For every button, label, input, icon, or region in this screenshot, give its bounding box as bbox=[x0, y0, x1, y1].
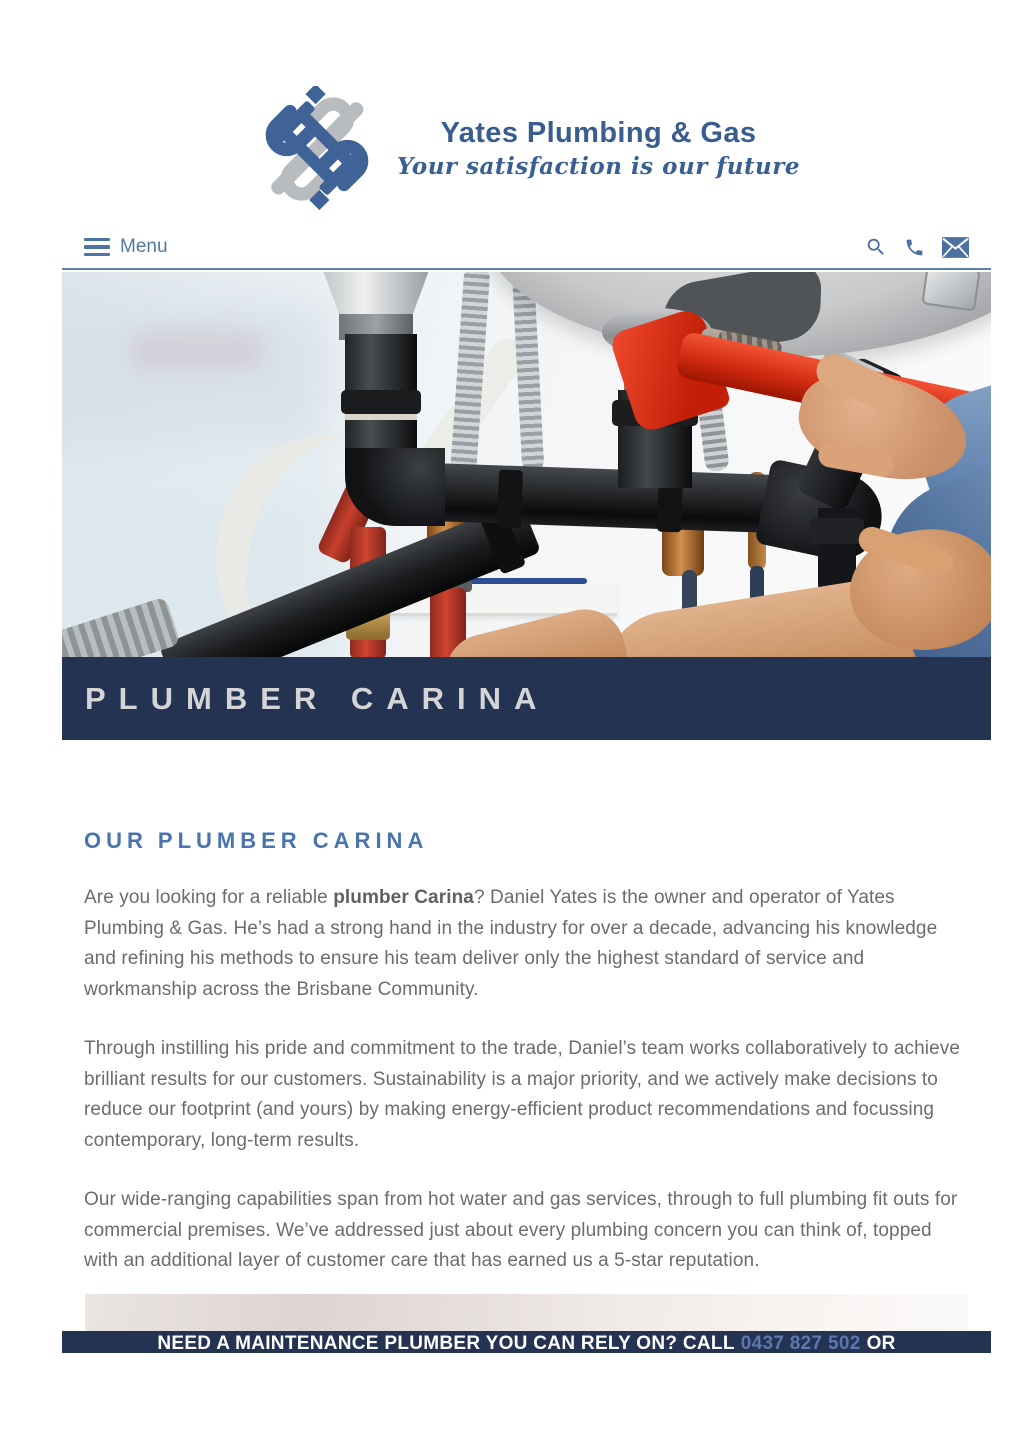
cta-text-before: NEED A MAINTENANCE PLUMBER YOU CAN RELY ON? CALL bbox=[157, 1332, 735, 1353]
cta-background-image bbox=[85, 1294, 968, 1331]
page-title-banner bbox=[62, 657, 991, 740]
site-logo[interactable] bbox=[62, 0, 991, 210]
nav-icons bbox=[865, 236, 969, 258]
hero-art-pipe-ring bbox=[341, 390, 421, 414]
body-paragraph: Our wide-ranging capabilities span from hot water and gas services, through to full plumbing fit outs for commercial premises. We’ve addressed just about every plumbing concern you can think of, topped with an additional layer of customer care that has earned us a 5-star reputation. bbox=[84, 1189, 958, 1271]
cta-phone-link[interactable]: 0437 827 502 bbox=[740, 1332, 861, 1353]
paragraph-text: ? Daniel Yates is the owner and operator of Yates Plumbing & Gas. He’s had a strong hand in the industry for over a decade, advancing his knowledge and refining his methods to ensure his team deliver only the highest standard of service and workmanship across the Brisbane Community. bbox=[84, 887, 938, 1000]
main-content bbox=[62, 828, 991, 1277]
cta-bar bbox=[62, 1331, 991, 1353]
cta-text-after: OR bbox=[866, 1332, 896, 1353]
intro-paragraph bbox=[84, 883, 969, 1005]
phone-icon[interactable] bbox=[904, 237, 925, 258]
hero-art-chrome-cone bbox=[314, 272, 438, 320]
cta-text bbox=[62, 1331, 991, 1353]
hero-image bbox=[62, 272, 991, 657]
hamburger-icon bbox=[84, 238, 110, 257]
body-paragraph: Through instilling his pride and commitment to the trade, Daniel’s team works collaboratively to achieve brilliant results for our customers. Sustainability is a major priority, and we actively make decisions to reduce our footprint (and yours) by making energy-efficient product recommendations and focussing contemporary, long-term results. bbox=[84, 1038, 961, 1151]
brand-name: Yates Plumbing & Gas bbox=[440, 116, 757, 149]
search-icon[interactable] bbox=[865, 236, 887, 258]
menu-label: Menu bbox=[120, 236, 168, 257]
menu-button[interactable] bbox=[84, 236, 168, 258]
brand-tagline: Your satisfaction is our future bbox=[396, 152, 801, 180]
section-heading bbox=[84, 828, 969, 854]
section-heading-prefix: OUR bbox=[84, 828, 148, 853]
hero-art-shape bbox=[132, 332, 262, 368]
logo-text bbox=[397, 117, 800, 180]
bottom-whitespace bbox=[62, 1353, 991, 1425]
hero-art-shape bbox=[62, 302, 332, 452]
page-title: PLUMBER CARINA bbox=[85, 680, 550, 716]
page-container bbox=[62, 0, 991, 1425]
paragraph-bold-keyword: plumber Carina bbox=[333, 887, 474, 908]
email-icon[interactable] bbox=[942, 237, 969, 258]
hero-art-seal bbox=[345, 414, 417, 420]
section-heading-emphasis: PLUMBER CARINA bbox=[157, 828, 429, 853]
paragraph-text: Are you looking for a reliable bbox=[84, 887, 334, 908]
logo-knot-icon bbox=[253, 86, 381, 210]
nav-bar bbox=[62, 226, 991, 270]
hero-art-pipe-nut bbox=[810, 518, 864, 544]
hero-art-pipe-ring bbox=[497, 470, 523, 529]
